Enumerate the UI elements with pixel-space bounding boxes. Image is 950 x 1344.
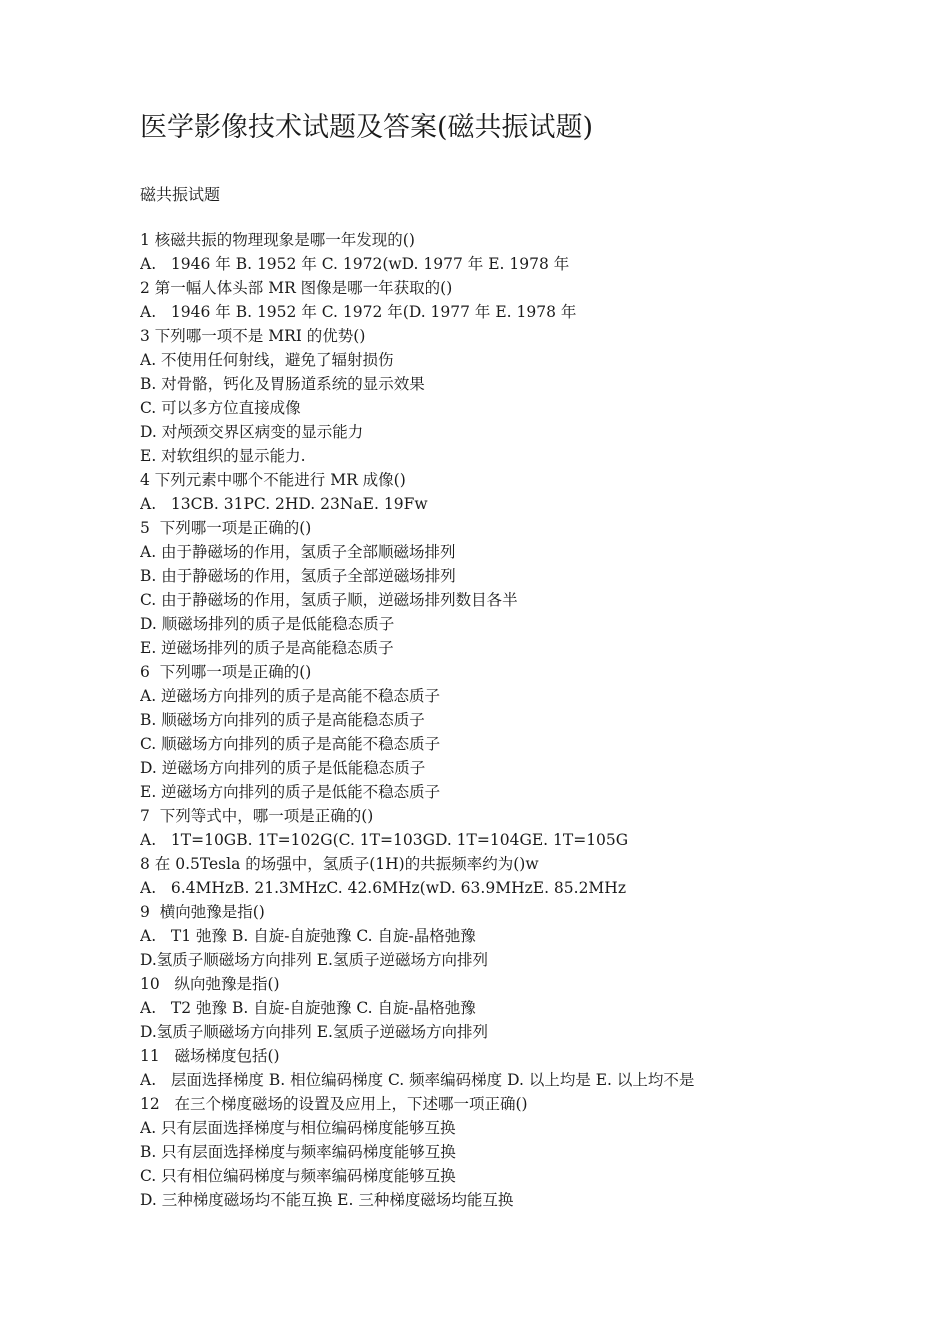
question-list [140,228,930,1212]
question-line: A. 13CB. 31PC. 2HD. 23NaE. 19Fw [140,495,428,513]
question-line: B. 对骨骼，钙化及胃肠道系统的显示效果 [140,375,425,393]
question-line: 10 纵向弛豫是指() [140,975,280,993]
question-line: A. 1946 年 B. 1952 年 C. 1972 年(D. 1977 年 E. 1978 年 [140,303,577,321]
question-line: 9 横向弛豫是指() [140,903,265,921]
question-line: A. 层面选择梯度 B. 相位编码梯度 C. 频率编码梯度 D. 以上均是 E. 以上均不是 [140,1071,695,1089]
question-line: A. 只有层面选择梯度与相位编码梯度能够互换 [140,1119,456,1137]
question-line: D.氢质子顺磁场方向排列 E.氢质子逆磁场方向排列 [140,951,488,969]
question-line: D. 对颅颈交界区病变的显示能力 [140,423,364,441]
question-line: 3 下列哪一项不是 MRI 的优势() [140,327,366,345]
question-line: A. 逆磁场方向排列的质子是高能不稳态质子 [140,687,441,705]
question-line: B. 只有层面选择梯度与频率编码梯度能够互换 [140,1143,456,1161]
question-line: 1 核磁共振的物理现象是哪一年发现的() [140,231,415,249]
question-line: B. 顺磁场方向排列的质子是高能稳态质子 [140,711,425,729]
question-line: 5 下列哪一项是正确的() [140,519,312,537]
question-line: 6 下列哪一项是正确的() [140,663,312,681]
question-line: C. 由于静磁场的作用，氢质子顺，逆磁场排列数目各半 [140,591,518,609]
question-line: 11 磁场梯度包括() [140,1047,280,1065]
question-line: A. 1946 年 B. 1952 年 C. 1972(wD. 1977 年 E. 1978 年 [140,255,570,273]
question-line: C. 顺磁场方向排列的质子是高能不稳态质子 [140,735,441,753]
question-line: E. 逆磁场方向排列的质子是低能不稳态质子 [140,783,441,801]
document-subtitle: 磁共振试题 [140,185,221,204]
question-line: 12 在三个梯度磁场的设置及应用上，下述哪一项正确() [140,1095,528,1113]
question-line: B. 由于静磁场的作用，氢质子全部逆磁场排列 [140,567,456,585]
question-line: 7 下列等式中，哪一项是正确的() [140,807,374,825]
question-line: A. 6.4MHzB. 21.3MHzC. 42.6MHz(wD. 63.9MHzE. 85.2MHz [140,879,626,897]
question-line: A. T2 弛豫 B. 自旋-自旋弛豫 C. 自旋-晶格弛豫 [140,999,476,1017]
question-line: A. 由于静磁场的作用，氢质子全部顺磁场排列 [140,543,456,561]
question-line: 4 下列元素中哪个不能进行 MR 成像() [140,471,406,489]
question-line: D. 三种梯度磁场均不能互换 E. 三种梯度磁场均能互换 [140,1191,514,1209]
question-line: 8 在 0.5Tesla 的场强中，氢质子(1H)的共振频率约为()w [140,855,539,873]
question-line: A. 不使用任何射线，避免了辐射损伤 [140,351,394,369]
question-line: E. 对软组织的显示能力. [140,447,306,465]
question-line: E. 逆磁场排列的质子是高能稳态质子 [140,639,394,657]
question-line: C. 可以多方位直接成像 [140,399,301,417]
question-line: C. 只有相位编码梯度与频率编码梯度能够互换 [140,1167,456,1185]
question-line: A. 1T=10GB. 1T=102G(C. 1T=103GD. 1T=104GE. 1T=105G [140,831,629,849]
question-line: A. T1 弛豫 B. 自旋-自旋弛豫 C. 自旋-晶格弛豫 [140,927,476,945]
document-title: 医学影像技术试题及答案(磁共振试题) [140,112,594,143]
question-line: 2 第一幅人体头部 MR 图像是哪一年获取的() [140,279,453,297]
question-line: D. 顺磁场排列的质子是低能稳态质子 [140,615,395,633]
question-line: D. 逆磁场方向排列的质子是低能稳态质子 [140,759,426,777]
question-line: D.氢质子顺磁场方向排列 E.氢质子逆磁场方向排列 [140,1023,488,1041]
